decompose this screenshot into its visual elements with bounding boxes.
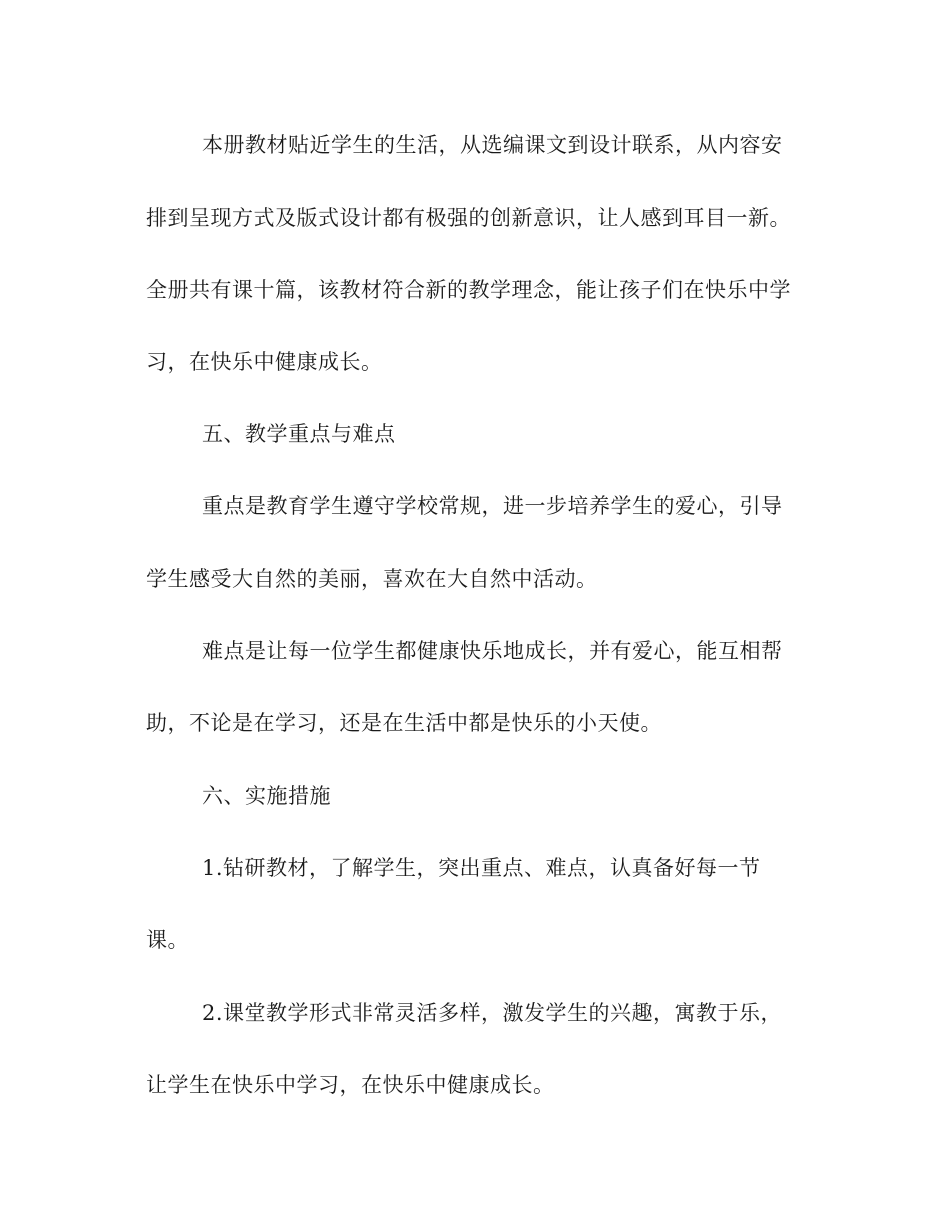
list-item-line: 1.钻研教材，了解学生，突出重点、难点，认真备好每一节 xyxy=(202,856,761,880)
paragraph-line: 排到呈现方式及版式设计都有极强的创新意识，让人感到耳目一新。 xyxy=(146,206,791,230)
paragraph-line: 难点是让每一位学生都健康快乐地成长，并有爱心，能互相帮 xyxy=(202,639,783,663)
paragraph-line: 学生感受大自然的美丽，喜欢在大自然中活动。 xyxy=(146,567,598,591)
list-item-line: 课。 xyxy=(146,928,189,952)
list-item-line: 2.课堂教学形式非常灵活多样，激发学生的兴趣，寓教于乐， xyxy=(202,1001,783,1025)
paragraph-line: 助，不论是在学习，还是在生活中都是快乐的小天使。 xyxy=(146,711,662,735)
paragraph-line: 习，在快乐中健康成长。 xyxy=(146,350,383,374)
list-item-line: 让学生在快乐中学习，在快乐中健康成长。 xyxy=(146,1073,555,1097)
paragraph-line: 重点是教育学生遵守学校常规，进一步培养学生的爱心，引导 xyxy=(202,494,783,518)
paragraph-line: 全册共有课十篇，该教材符合新的教学理念，能让孩子们在快乐中学 xyxy=(146,278,791,302)
section-heading: 六、实施措施 xyxy=(202,784,331,808)
paragraph-line: 本册教材贴近学生的生活，从选编课文到设计联系，从内容安 xyxy=(202,133,783,157)
section-heading: 五、教学重点与难点 xyxy=(202,422,396,446)
